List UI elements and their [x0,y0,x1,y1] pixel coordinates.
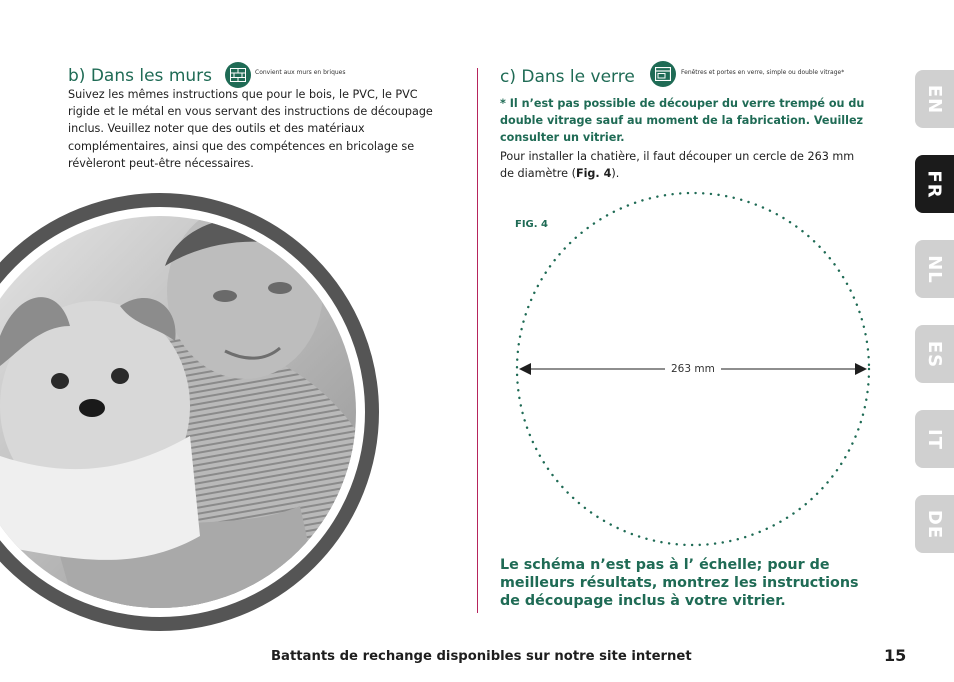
section-c-icon-caption: Fenêtres et portes en verre, simple ou double vitrage* [681,69,845,76]
tab-nl[interactable] [915,240,954,298]
boy-and-dog-photo [0,176,384,646]
section-b-title: b) Dans les murs [68,66,212,86]
scale-note: Le schéma n’est pas à l’ échelle; pour de meilleurs résultats, montrez les instructions de découpage inclus à votre vitrier. [500,557,859,609]
tab-it-label: IT [923,428,945,450]
page-number: 15 [884,646,907,665]
tab-it[interactable] [915,410,954,468]
tab-fr-label: FR [924,169,945,199]
column-divider [477,68,478,613]
tab-es[interactable] [915,325,954,383]
tab-en-label: EN [924,84,945,114]
dimension-label: 263 mm [671,363,715,375]
figure-label: FIG. 4 [515,219,548,230]
window-icon [650,61,676,87]
tab-de[interactable] [915,495,954,553]
install-text-post: ). [611,167,620,181]
footer-text: Battants de rechange disponibles sur notre site internet [271,649,692,664]
section-b-body: Suivez les mêmes instructions que pour le bois, le PVC, le PVC rigide et le métal en vous servant des instructions de découpage inclus. Veuillez noter que des outils et des matériaux complémentaires, ainsi que des compétences en bricolage se révèleront peut-être nécessaires. [68,88,433,170]
tab-de-label: DE [924,509,945,539]
install-instructions [500,148,860,182]
brick-wall-icon [225,62,251,88]
fig-reference: Fig. 4 [575,167,612,181]
tab-fr[interactable] [915,155,954,213]
install-text-pre: Pour installer la chatière, il faut découper un cercle de 263 mm de diamètre ( [500,150,855,181]
section-c-title: c) Dans le verre [500,67,635,87]
tab-en[interactable] [915,70,954,128]
glass-warning: * Il n’est pas possible de découper du verre trempé ou du double vitrage sauf au moment de la fabrication. Veuillez consulter un vitrier. [500,97,865,144]
tab-nl-label: NL [923,254,945,284]
section-b-icon-caption: Convient aux murs en briques [255,69,346,76]
tab-es-label: ES [923,340,945,368]
